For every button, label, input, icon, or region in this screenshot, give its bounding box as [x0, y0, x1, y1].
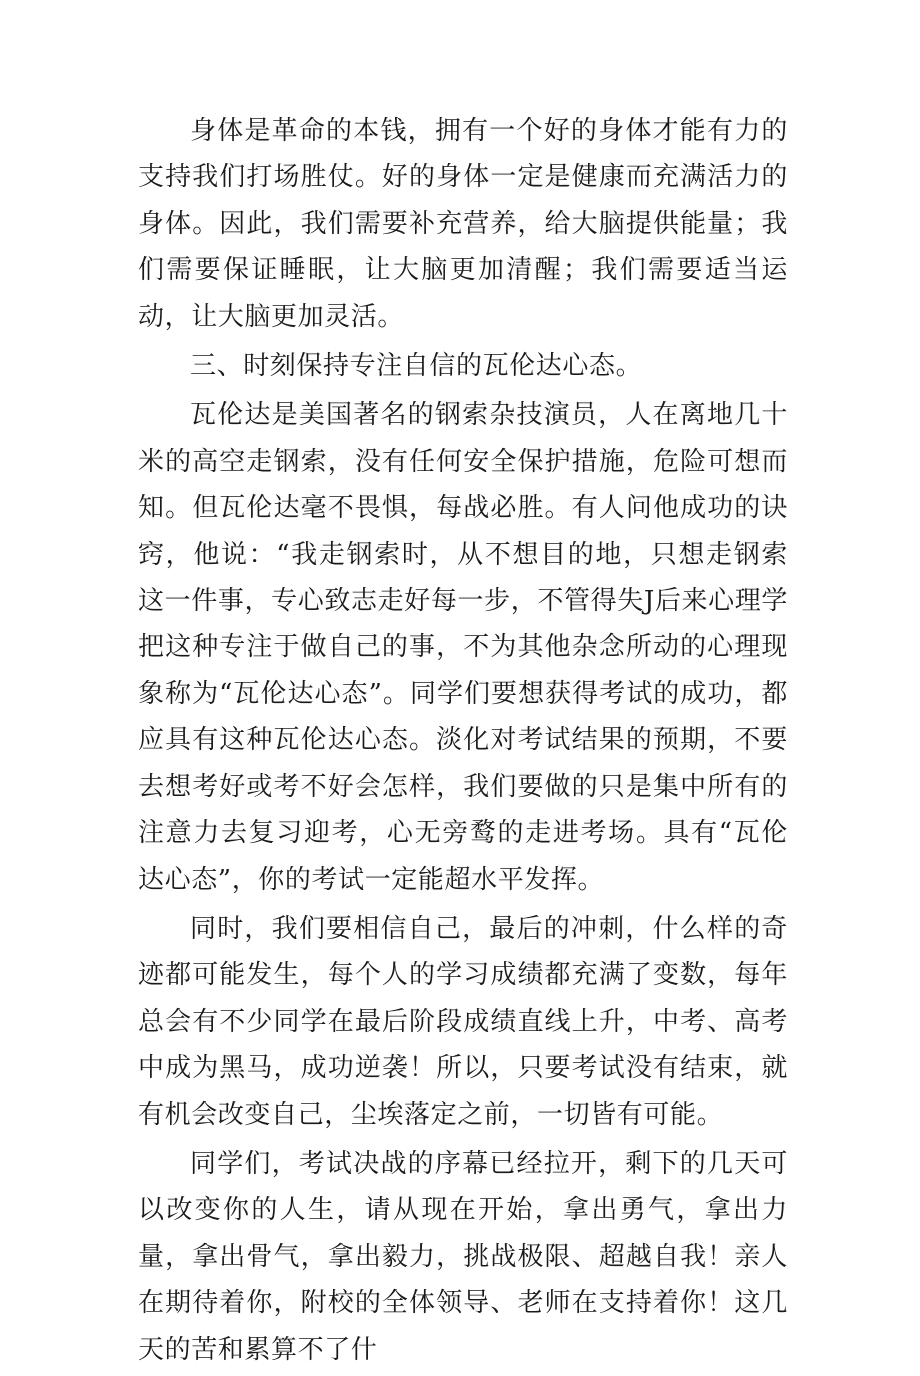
- section-heading-wallenda: 三、时刻保持专注自信的瓦伦达心态。: [190, 351, 643, 382]
- document-body: [138, 108, 788, 1376]
- paragraph-wallenda-story: 瓦伦达是美国著名的钢索杂技演员，人在离地几十米的高空走钢索，没有任何安全保护措施，危险可想而知。但瓦伦达毫不畏惧，每战必胜。有人问他成功的诀窍，他说：“我走钢索时，从不想目的地，只想走钢索这一件事，专心致志走好每一步，不管得失J后来心理学把这种专注于做自己的事，不为其他杂念所动的心理现象称为“瓦伦达心态”。同学们要想获得考试的成功，都应具有这种瓦伦达心态。淡化对考试结果的预期，不要去想考好或考不好会怎样，我们要做的只是集中所有的注意力去复习迎考，心无旁鹜的走进考场。具有“瓦伦达心态”，你的考试一定能超水平发挥。: [138, 400, 788, 895]
- paragraph-believe-yourself: 同时，我们要相信自己，最后的冲刺，什么样的奇迹都可能发生，每个人的学习成绩都充满了变数，每年总会有不少同学在最后阶段成绩直线上升，中考、高考中成为黑马，成功逆袭！所以，只要考试没有结束，就有机会改变自己，尘埃落定之前，一切皆有可能。: [138, 913, 788, 1130]
- paragraph-call-to-action: 同学们，考试决战的序幕已经拉开，剩下的几天可以改变你的人生，请从现在开始，拿出勇气，拿出力量，拿出骨气，拿出毅力，挑战极限、超越自我！亲人在期待着你，附校的全体领导、老师在支持着你！这几天的苦和累算不了什: [138, 1148, 788, 1365]
- paragraph-health: 身体是革命的本钱，拥有一个好的身体才能有力的支持我们打场胜仗。好的身体一定是健康而充满活力的身体。因此，我们需要补充营养，给大脑提供能量；我们需要保证睡眠，让大脑更加清醒；我们需要适当运动，让大脑更加灵活。: [138, 116, 788, 332]
